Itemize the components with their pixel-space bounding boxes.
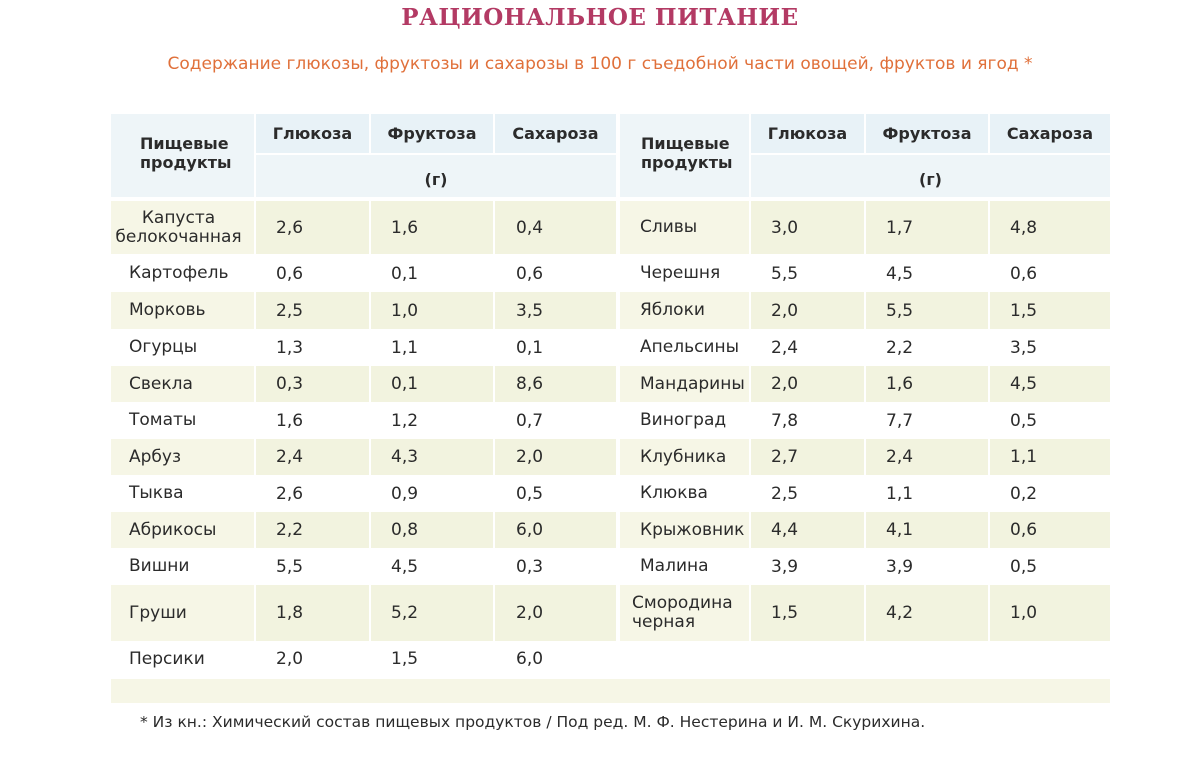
left-row-11-name: Персики [129, 648, 205, 669]
left-row-0-fructose: 1,6 [391, 217, 419, 238]
left-row-5-fructose: 1,2 [391, 410, 419, 431]
left-row-2-fructose: 1,0 [391, 300, 419, 321]
right-header-unit: (г) [919, 169, 942, 189]
right-row-6-fructose: 2,4 [886, 447, 914, 467]
left-row-4-name: Свекла [129, 373, 193, 394]
left-row-6-name: Арбуз [129, 446, 182, 467]
right-row-7-glucose: 2,5 [771, 483, 799, 504]
left-header-sucrose: Сахароза [512, 124, 599, 143]
left-row-0-sucrose: 0,4 [516, 217, 544, 238]
right-row-8-name: Крыжовник [640, 519, 745, 540]
right-header-fructose: Фруктоза [882, 124, 972, 143]
right-row-0-fructose: 1,7 [886, 217, 914, 238]
right-row-5-glucose: 7,8 [771, 410, 799, 431]
left-row-7-sucrose: 0,5 [516, 483, 544, 504]
right-row-2-fructose: 5,5 [886, 300, 914, 321]
left-row-1-name: Картофель [129, 263, 229, 283]
left-row-3-name: Огурцы [129, 337, 198, 357]
right-row-10-fructose: 4,2 [886, 603, 914, 623]
right-row-9-name: Малина [640, 556, 709, 576]
right-header-product: Пищевые продукты [641, 134, 733, 172]
left-row-8-sucrose: 6,0 [516, 520, 544, 540]
left-row-0-name: Капуста белокочанная [115, 207, 242, 247]
right-row-4-sucrose: 4,5 [1010, 374, 1038, 394]
left-row-2-name: Морковь [129, 300, 206, 320]
right-row-10-name: Смородина черная [632, 593, 733, 632]
left-row-10-name: Груши [129, 602, 187, 623]
left-row-4-fructose: 0,1 [391, 374, 419, 394]
right-row-8-sucrose: 0,6 [1010, 520, 1038, 540]
left-row-7-fructose: 0,9 [391, 483, 419, 504]
footnote: * Из кн.: Химический состав пищевых продуктов / Под ред. М. Ф. Нестерина и И. М. Скурихина. [140, 713, 926, 731]
left-row-11-glucose: 2,0 [276, 649, 304, 669]
left-row-1-sucrose: 0,6 [516, 263, 544, 284]
left-row-8-fructose: 0,8 [391, 520, 419, 540]
left-header-glucose: Глюкоза [272, 124, 353, 143]
left-row-9-glucose: 5,5 [276, 556, 304, 577]
right-row-6-glucose: 2,7 [771, 447, 799, 467]
right-row-5-name: Виноград [640, 410, 727, 430]
right-row-0-sucrose: 4,8 [1010, 217, 1038, 238]
right-row-4-fructose: 1,6 [886, 374, 914, 394]
right-row-7-sucrose: 0,2 [1010, 483, 1038, 504]
left-row-2-sucrose: 3,5 [516, 300, 544, 321]
right-row-8-fructose: 4,1 [886, 520, 914, 540]
left-row-9-name: Вишни [129, 556, 190, 576]
right-header-sucrose: Сахароза [1006, 124, 1094, 143]
left-row-10-glucose: 1,8 [276, 603, 304, 623]
page-title: РАЦИОНАЛЬНОЕ ПИТАНИЕ [401, 4, 799, 31]
right-row-1-glucose: 5,5 [771, 263, 799, 284]
left-row-7-name: Тыква [129, 483, 184, 503]
right-row-8-glucose: 4,4 [771, 520, 799, 540]
right-row-6-name: Клубника [640, 446, 727, 467]
right-row-3-glucose: 2,4 [771, 337, 799, 358]
right-row-3-sucrose: 3,5 [1010, 337, 1038, 358]
left-row-11-sucrose: 6,0 [516, 649, 544, 669]
right-row-3-name: Апельсины [640, 337, 740, 357]
left-row-4-glucose: 0,3 [276, 374, 304, 394]
right-row-7-fructose: 1,1 [886, 483, 914, 504]
right-row-9-sucrose: 0,5 [1010, 556, 1038, 577]
left-row-9-fructose: 4,5 [391, 556, 419, 577]
left-row-5-name: Томаты [129, 410, 197, 430]
right-header-glucose: Глюкоза [767, 124, 848, 143]
left-row-10-fructose: 5,2 [391, 603, 419, 623]
right-row-0-glucose: 3,0 [771, 217, 799, 238]
right-row-0-name: Сливы [640, 217, 698, 237]
right-row-1-sucrose: 0,6 [1010, 263, 1038, 284]
left-header-fructose: Фруктоза [387, 124, 477, 143]
right-row-2-glucose: 2,0 [771, 300, 799, 321]
page-subtitle: Содержание глюкозы, фруктозы и сахарозы в 100 г съедобной части овощей, фруктов и ягод * [167, 54, 1033, 74]
right-row-10-glucose: 1,5 [771, 603, 799, 623]
right-row-5-sucrose: 0,5 [1010, 410, 1038, 431]
right-row-2-name: Яблоки [640, 300, 705, 320]
left-row-4-sucrose: 8,6 [516, 374, 544, 394]
left-row-0-glucose: 2,6 [276, 217, 304, 238]
left-row-11-fructose: 1,5 [391, 649, 419, 669]
right-row-7-name: Клюква [640, 483, 708, 503]
right-row-4-glucose: 2,0 [771, 374, 799, 394]
left-row-1-fructose: 0,1 [391, 263, 419, 284]
left-row-3-glucose: 1,3 [276, 337, 304, 358]
right-row-1-name: Черешня [640, 263, 721, 283]
left-row-6-sucrose: 2,0 [516, 447, 544, 467]
left-row-8-name: Абрикосы [129, 519, 217, 540]
left-row-9-sucrose: 0,3 [516, 556, 544, 577]
left-row-7-glucose: 2,6 [276, 483, 304, 504]
right-row-2-sucrose: 1,5 [1010, 300, 1038, 321]
left-row-10-sucrose: 2,0 [516, 603, 544, 623]
left-row-6-glucose: 2,4 [276, 447, 304, 467]
left-header-product: Пищевые продукты [140, 134, 232, 172]
right-row-6-sucrose: 1,1 [1010, 447, 1038, 467]
left-row-5-glucose: 1,6 [276, 410, 304, 431]
right-row-5-fructose: 7,7 [886, 410, 914, 431]
left-row-2-glucose: 2,5 [276, 300, 304, 321]
left-header-unit: (г) [424, 169, 448, 189]
right-row-9-glucose: 3,9 [771, 556, 799, 577]
right-row-4-name: Мандарины [640, 373, 745, 394]
left-row-5-sucrose: 0,7 [516, 410, 544, 431]
table-bottom-band [111, 679, 1110, 703]
right-row-9-fructose: 3,9 [886, 556, 914, 577]
left-row-3-fructose: 1,1 [391, 337, 419, 358]
left-row-6-fructose: 4,3 [391, 447, 419, 467]
right-row-1-fructose: 4,5 [886, 263, 914, 284]
right-row-10-sucrose: 1,0 [1010, 603, 1038, 623]
left-row-3-sucrose: 0,1 [516, 337, 544, 358]
right-row-3-fructose: 2,2 [886, 337, 914, 358]
left-row-8-glucose: 2,2 [276, 520, 304, 540]
left-row-1-glucose: 0,6 [276, 263, 304, 284]
